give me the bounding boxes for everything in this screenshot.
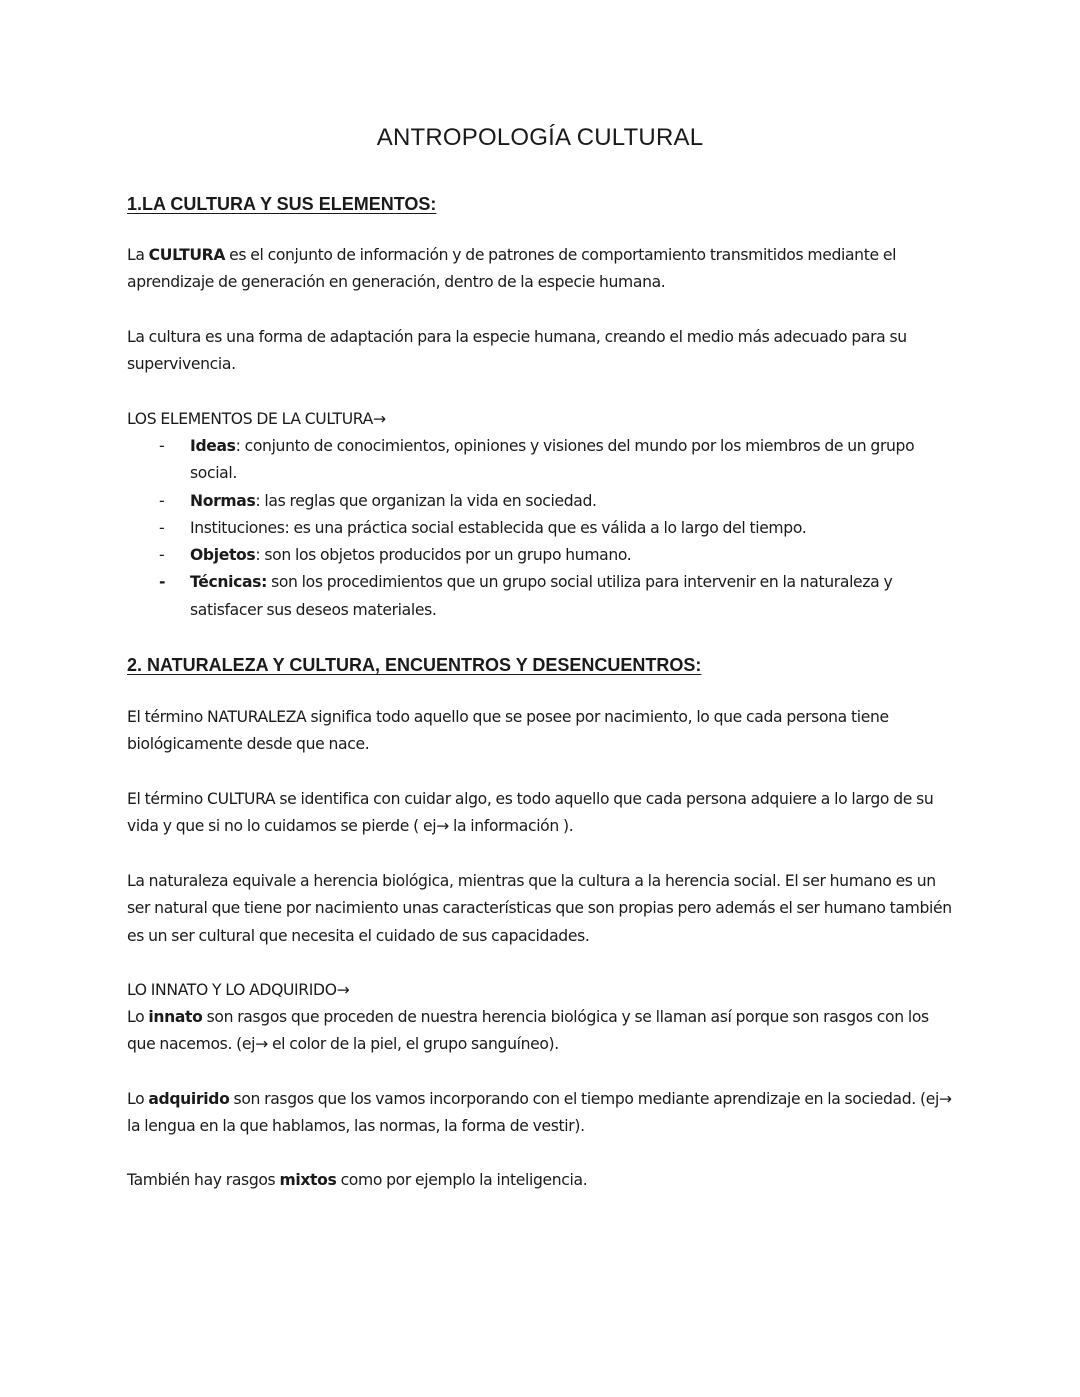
text-run: También hay rasgos xyxy=(127,1171,280,1189)
bold-term: Normas xyxy=(190,491,256,510)
bold-term: Ideas xyxy=(190,437,236,455)
nature-definition-paragraph: El término NATURALEZA significa todo aquello que se posee por nacimiento, lo que cada persona tiene biológicamente desde que nace. xyxy=(127,708,889,754)
section-1-heading: 1.LA CULTURA Y SUS ELEMENTOS: xyxy=(127,194,437,214)
elements-list xyxy=(127,433,957,624)
list-item-text: : son los objetos producidos por un grupo humano. xyxy=(255,546,632,565)
section-2-heading: 2. NATURALEZA Y CULTURA, ENCUENTROS Y DESENCUENTROS: xyxy=(127,655,702,675)
list-item xyxy=(127,488,957,515)
list-dash: - xyxy=(159,573,166,592)
text-run: es el conjunto de información y de patrones de comportamiento transmitidos mediante el aprendizaje de generación en generación, dentro de la especie humana. xyxy=(127,246,897,292)
text-run: Lo xyxy=(127,1008,149,1026)
mixed-traits-paragraph xyxy=(127,1167,957,1194)
culture-adaptation-paragraph: La cultura es una forma de adaptación para la especie humana, creando el medio más adecuado para su supervivencia. xyxy=(127,328,907,374)
list-item xyxy=(127,433,957,488)
bold-term: innato xyxy=(148,1008,203,1026)
innate-acquired-label: LO INNATO Y LO ADQUIRIDO→ xyxy=(127,981,350,999)
list-item xyxy=(127,569,957,624)
list-dash: - xyxy=(159,437,165,455)
text-run: son rasgos que los vamos incorporando con el tiempo mediante aprendizaje en la sociedad. (ej→ la lengua en la que hablamos, las normas, la forma de vestir). xyxy=(127,1090,952,1136)
bold-term: Objetos xyxy=(190,546,256,565)
document-title: ANTROPOLOGÍA CULTURAL xyxy=(376,124,704,151)
elements-label: LOS ELEMENTOS DE LA CULTURA→ xyxy=(127,410,386,428)
list-item-text: son los procedimientos que un grupo social utiliza para intervenir en la naturaleza y satisfacer sus deseos materiales. xyxy=(190,573,893,619)
list-dash: - xyxy=(159,491,165,510)
bold-term: Técnicas: xyxy=(190,573,267,592)
acquired-paragraph xyxy=(127,1086,957,1141)
bold-term: mixtos xyxy=(279,1171,337,1189)
innate-paragraph xyxy=(127,1004,957,1059)
bold-term: adquirido xyxy=(148,1090,230,1108)
text-run: son rasgos que proceden de nuestra herencia biológica y se llaman así porque son rasgos con los que nacemos. (ej→ el color de la piel, el grupo sanguíneo). xyxy=(127,1008,929,1054)
list-dash: - xyxy=(159,546,165,565)
list-item xyxy=(127,542,957,569)
text-run: como por ejemplo la inteligencia. xyxy=(336,1171,588,1189)
list-item-text: Instituciones: es una práctica social establecida que es válida a lo largo del tiempo. xyxy=(190,518,807,537)
list-item-text: : las reglas que organizan la vida en sociedad. xyxy=(255,491,597,510)
text-run: La xyxy=(127,246,149,264)
culture-definition-paragraph xyxy=(127,242,957,297)
list-dash: - xyxy=(159,518,165,537)
culture-care-paragraph: El término CULTURA se identifica con cuidar algo, es todo aquello que cada persona adquiere a lo largo de su vida y que si no lo cuidamos se pierde ( ej→ la información ). xyxy=(127,790,934,836)
text-run: Lo xyxy=(127,1090,149,1108)
heritage-paragraph: La naturaleza equivale a herencia biológica, mientras que la cultura a la herencia social. El ser humano es un ser natural que tiene por nacimiento unas características que son propias pero además el ser humano también es un ser cultural que necesita el cuidado de sus capacidades. xyxy=(127,872,952,945)
list-item-text: : conjunto de conocimientos, opiniones y visiones del mundo por los miembros de un grupo social. xyxy=(190,437,915,483)
bold-term: CULTURA xyxy=(148,246,226,264)
list-item xyxy=(127,515,957,542)
